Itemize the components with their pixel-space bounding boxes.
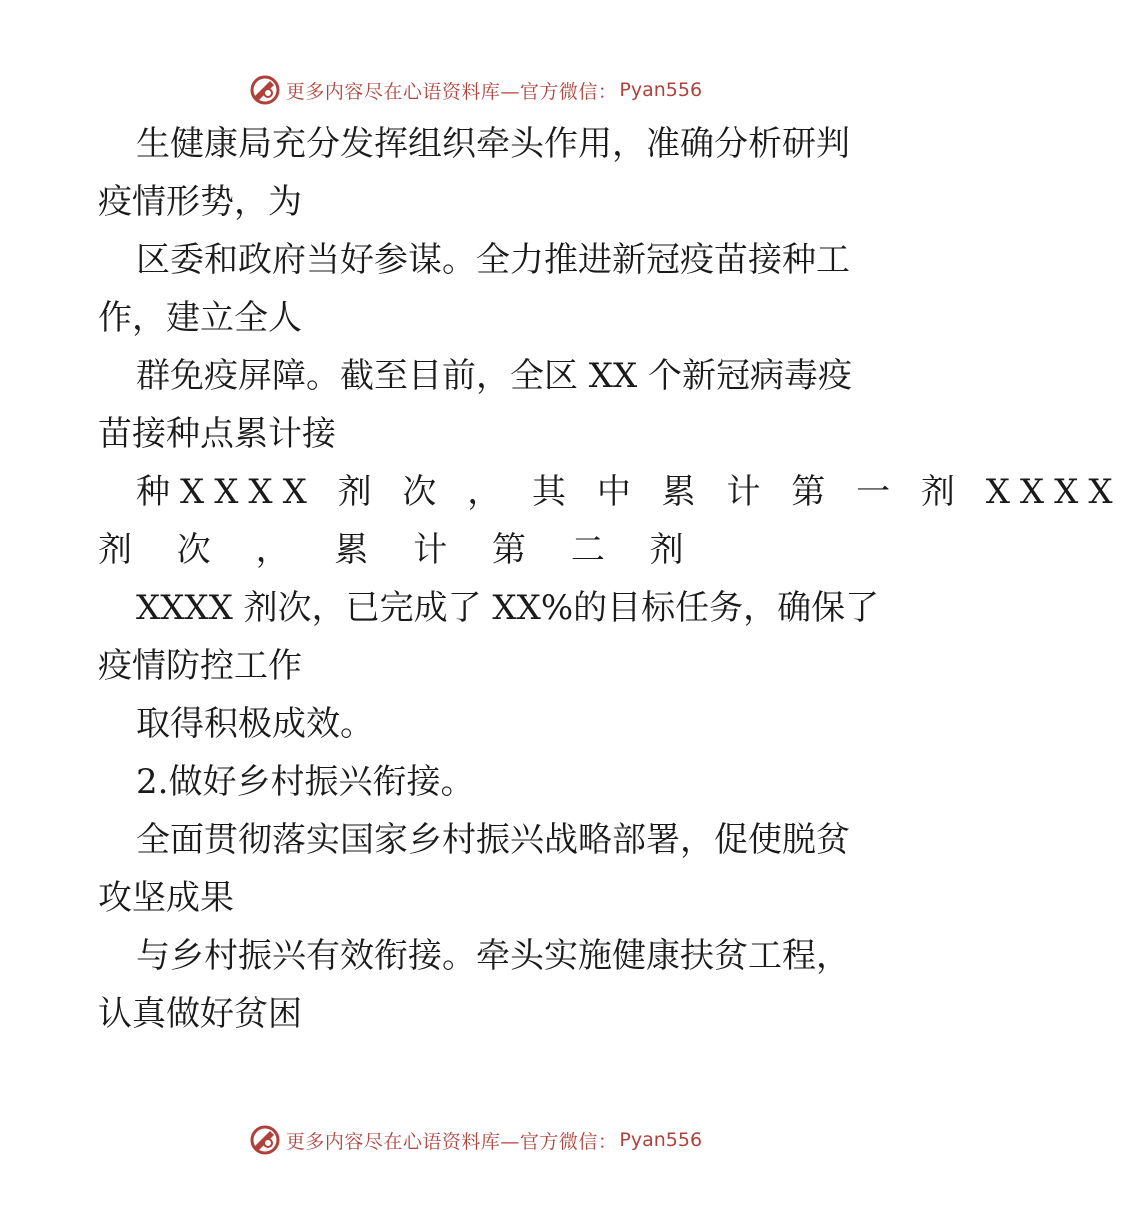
body-line: XXXX 剂次，已完成了 XX%的目标任务，确保了 (136, 588, 880, 628)
body-line: 疫情形势，为 (98, 182, 302, 222)
library-logo-icon (248, 1123, 282, 1157)
body-line: 剂 次 ， 累 计 第 二 剂 (98, 530, 701, 570)
body-line: 群免疫屏障。截至目前，全区 XX 个新冠病毒疫 (136, 356, 853, 396)
watermark-wechat-id: Pyan556 (619, 79, 703, 101)
section-heading: 2.做好乡村振兴衔接。 (136, 762, 475, 802)
body-line: 疫情防控工作 (98, 646, 302, 686)
body-line: 与乡村振兴有效衔接。牵头实施健康扶贫工程， (136, 936, 850, 976)
body-line: 全面贯彻落实国家乡村振兴战略部署，促使脱贫 (136, 820, 850, 860)
library-logo-icon (248, 73, 282, 107)
body-line: 生健康局充分发挥组织牵头作用，准确分析研判 (136, 124, 850, 164)
body-line: 苗接种点累计接 (98, 414, 336, 454)
body-line: 作，建立全人 (98, 298, 302, 338)
watermark-header (0, 70, 950, 110)
body-line: 种XXXX 剂 次 ， 其 中 累 计 第 一 剂 XXXX (136, 472, 1123, 512)
body-line: 取得积极成效。 (136, 704, 374, 744)
watermark-text: 更多内容尽在心语资料库—官方微信： (285, 1130, 618, 1153)
watermark-text: 更多内容尽在心语资料库—官方微信： (285, 80, 618, 103)
body-line: 攻坚成果 (98, 878, 234, 918)
watermark-footer (0, 1120, 950, 1160)
body-line: 区委和政府当好参谋。全力推进新冠疫苗接种工 (136, 240, 850, 280)
body-line: 认真做好贫困 (98, 994, 302, 1034)
watermark-wechat-id: Pyan556 (619, 1129, 703, 1151)
